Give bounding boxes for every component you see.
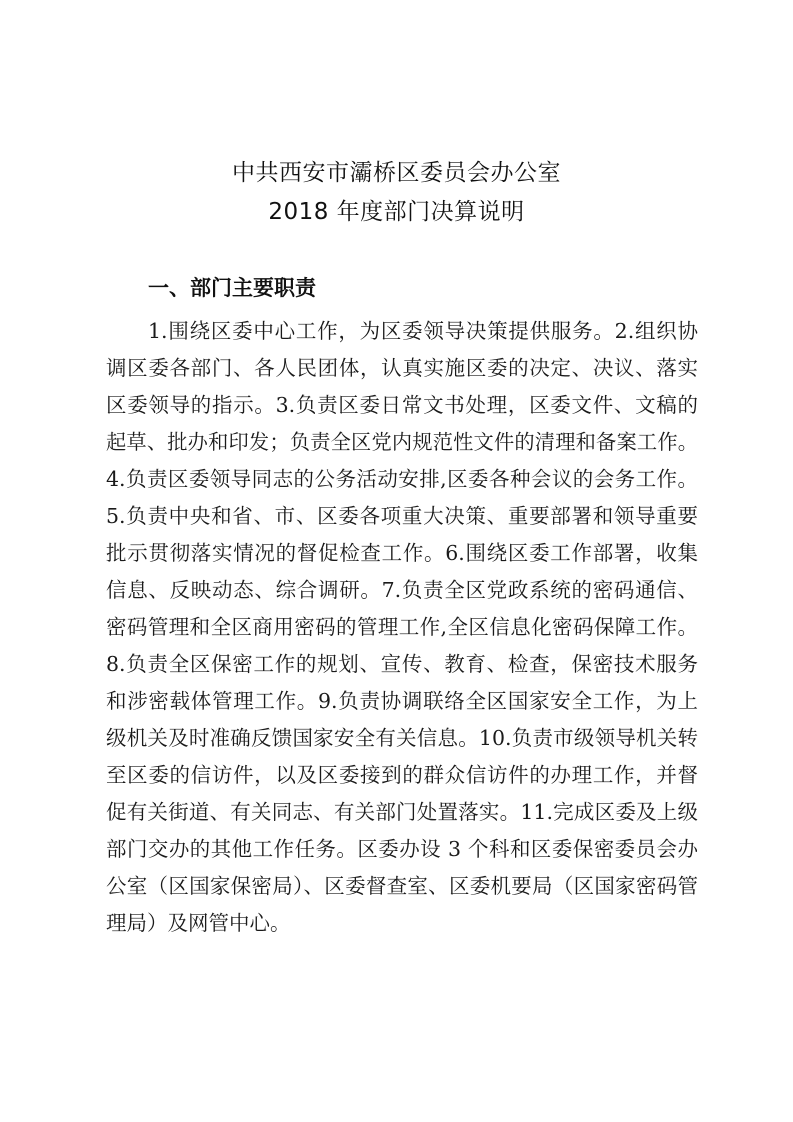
body-line: 批示贯彻落实情况的督促检查工作。6.围绕区委工作部署，收集 [106,541,698,565]
body-line: 1.围绕区委中心工作，为区委领导决策提供服务。2.组织协 [148,319,698,343]
body-line: 信息、反映动态、综合调研。7.负责全区党政系统的密码通信、 [106,578,698,602]
body-line: 4.负责区委领导同志的公务活动安排,区委各种会议的会务工作。 [106,467,698,491]
body-line: 部门交办的其他工作任务。区委办设 3 个科和区委保密委员会办 [106,837,698,861]
body-line: 促有关街道、有关同志、有关部门处置落实。11.完成区委及上级 [106,800,698,824]
body-line: 5.负责中央和省、市、区委各项重大决策、重要部署和领导重要 [106,504,698,528]
section-heading: 一、部门主要职责 [148,276,316,300]
body-line: 理局）及网管中心。 [106,911,291,935]
body-line: 密码管理和全区商用密码的管理工作,全区信息化密码保障工作。 [106,615,698,639]
body-line: 区委领导的指示。3.负责区委日常文书处理，区委文件、文稿的 [106,393,698,417]
body-line: 起草、批办和印发；负责全区党内规范性文件的清理和备案工作。 [106,430,698,454]
body-line: 调区委各部门、各人民团体，认真实施区委的决定、决议、落实 [106,356,698,380]
body-line: 至区委的信访件，以及区委接到的群众信访件的办理工作，并督 [106,763,698,787]
body-line: 公室（区国家保密局）、区委督查室、区委机要局（区国家密码管 [106,874,698,898]
document-title-line2: 2018 年度部门决算说明 [268,199,525,225]
document-title-line1: 中共西安市灞桥区委员会办公室 [232,160,561,186]
body-line: 8.负责全区保密工作的规划、宣传、教育、检查，保密技术服务 [106,652,698,676]
body-line: 级机关及时准确反馈国家安全有关信息。10.负责市级领导机关转 [106,726,698,750]
body-line: 和涉密载体管理工作。9.负责协调联络全区国家安全工作，为上 [106,689,698,713]
